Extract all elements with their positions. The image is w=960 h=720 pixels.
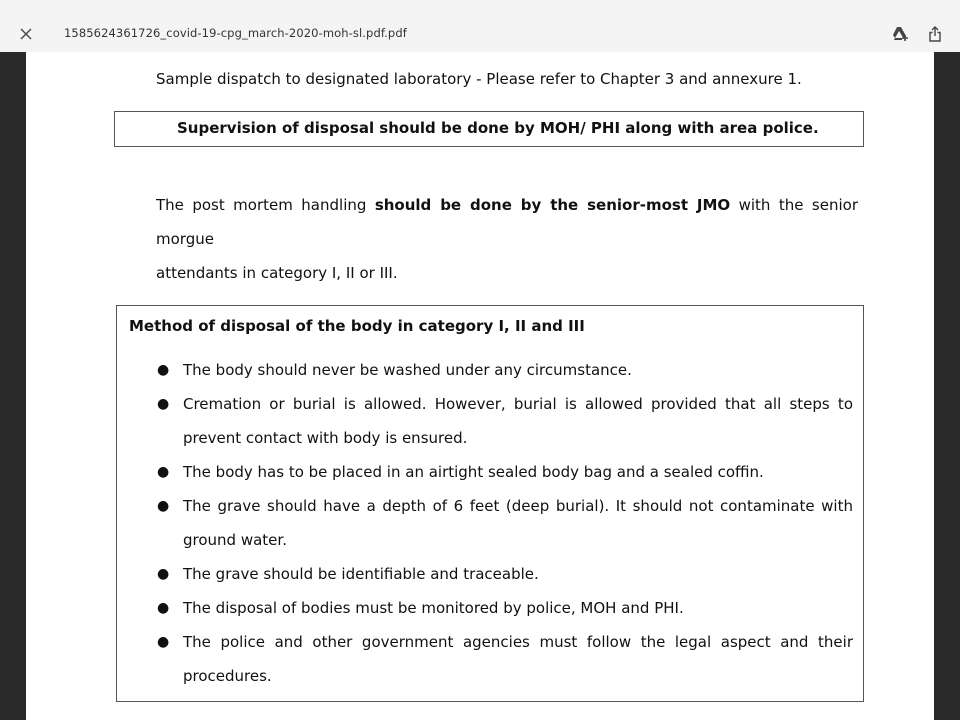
disposal-list [117,353,863,693]
close-icon [20,28,32,40]
list-item-text: The body has to be placed in an airtight sealed body bag and a sealed coffin. [183,463,764,481]
document-page [26,52,934,720]
share-button[interactable] [925,24,945,44]
list-item [117,387,863,455]
add-to-drive-icon [891,26,909,42]
list-item [117,625,863,693]
list-item [117,489,863,557]
list-item-text: The disposal of bodies must be monitored by police, MOH and PHI. [183,599,684,617]
bullet-icon: ● [157,498,170,514]
bullet-icon: ● [157,396,170,412]
postmortem-paragraph [156,188,858,290]
postmortem-bold-text: should be done by the senior-most JMO [374,196,731,214]
postmortem-text-2: with the senior morgue [156,196,858,248]
postmortem-text-1: The post mortem handling [156,196,375,214]
list-item-text: The police and other government agencies must follow the legal aspect and their procedures. [183,633,853,685]
bullet-icon: ● [157,362,170,378]
bullet-icon: ● [157,600,170,616]
bullet-icon: ● [157,634,170,650]
list-item [117,557,863,591]
list-item [117,353,863,387]
add-to-drive-button[interactable] [890,24,910,44]
method-box-title: Method of disposal of the body in category I, II and III [129,317,585,335]
share-icon [928,26,942,42]
viewer-toolbar [0,0,960,52]
method-of-disposal-box [116,305,864,702]
file-name: 1585624361726_covid-19-cpg_march-2020-moh-sl.pdf.pdf [64,26,407,40]
list-item-text: The grave should be identifiable and traceable. [183,565,539,583]
list-item-text: The body should never be washed under any circumstance. [183,361,632,379]
postmortem-text-3: attendants in category I, II or III. [156,264,398,282]
list-item [117,591,863,625]
list-item-text: The grave should have a depth of 6 feet (deep burial). It should not contaminate with ground water. [183,497,853,549]
list-item [117,455,863,489]
bullet-icon: ● [157,464,170,480]
supervision-box [114,111,864,147]
close-button[interactable] [16,24,36,44]
bullet-icon: ● [157,566,170,582]
postmortem-line-1 [156,188,858,256]
list-item-text: Cremation or burial is allowed. However, burial is allowed provided that all steps to prevent contact with body is ensured. [183,395,853,447]
supervision-text: Supervision of disposal should be done by MOH/ PHI along with area police. [177,119,819,137]
sample-dispatch-text: Sample dispatch to designated laboratory - Please refer to Chapter 3 and annexure 1. [156,70,802,88]
